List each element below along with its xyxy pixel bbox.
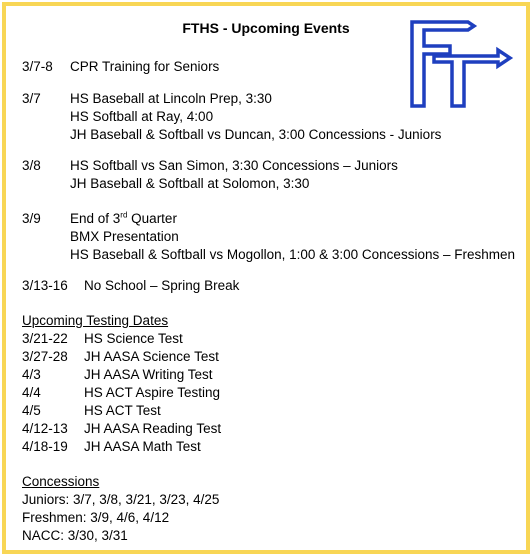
end-quarter-suffix: Quarter	[127, 211, 177, 226]
event-date: 3/7	[22, 91, 41, 106]
test-name: JH AASA Math Test	[84, 439, 201, 454]
event-item-end-of-quarter	[70, 210, 177, 227]
test-date: 4/18-19	[22, 439, 68, 454]
event-item: No School – Spring Break	[84, 278, 240, 293]
event-item: HS Softball vs San Simon, 3:30 Concessions – Juniors	[70, 158, 398, 173]
concessions-row: Freshmen: 3/9, 4/6, 4/12	[22, 510, 170, 525]
event-item: JH Baseball & Softball at Solomon, 3:30	[70, 176, 310, 191]
concessions-row: NACC: 3/30, 3/31	[22, 528, 128, 543]
event-date: 3/8	[22, 158, 41, 173]
ordinal-suffix: rd	[120, 210, 128, 220]
event-date: 3/13-16	[22, 278, 68, 293]
event-date: 3/9	[22, 211, 41, 226]
page-title: FTHS - Upcoming Events	[182, 20, 350, 36]
event-date: 3/7-8	[22, 59, 53, 74]
concessions-row: Juniors: 3/7, 3/8, 3/21, 3/23, 4/25	[22, 492, 220, 507]
event-item: HS Softball at Ray, 4:00	[70, 109, 214, 124]
ft-monogram-logo-icon	[406, 12, 514, 112]
test-name: HS Science Test	[84, 331, 183, 346]
concessions-heading: Concessions	[22, 474, 100, 489]
end-quarter-prefix: End of 3	[70, 211, 121, 226]
event-item: BMX Presentation	[70, 229, 179, 244]
test-name: HS ACT Aspire Testing	[84, 385, 221, 400]
event-item: HS Baseball at Lincoln Prep, 3:30	[70, 91, 272, 106]
test-date: 3/27-28	[22, 349, 68, 364]
test-name: HS ACT Test	[84, 403, 161, 418]
test-date: 4/12-13	[22, 421, 68, 436]
test-date: 4/4	[22, 385, 41, 400]
event-item: JH Baseball & Softball vs Duncan, 3:00 Concessions - Juniors	[70, 127, 442, 142]
test-name: JH AASA Reading Test	[84, 421, 222, 436]
testing-heading: Upcoming Testing Dates	[22, 313, 169, 328]
test-date: 4/5	[22, 403, 41, 418]
test-date: 3/21-22	[22, 331, 68, 346]
event-item: CPR Training for Seniors	[70, 59, 220, 74]
test-name: JH AASA Science Test	[84, 349, 219, 364]
test-name: JH AASA Writing Test	[84, 367, 213, 382]
event-item: HS Baseball & Softball vs Mogollon, 1:00 & 3:00 Concessions – Freshmen	[70, 247, 515, 262]
test-date: 4/3	[22, 367, 41, 382]
